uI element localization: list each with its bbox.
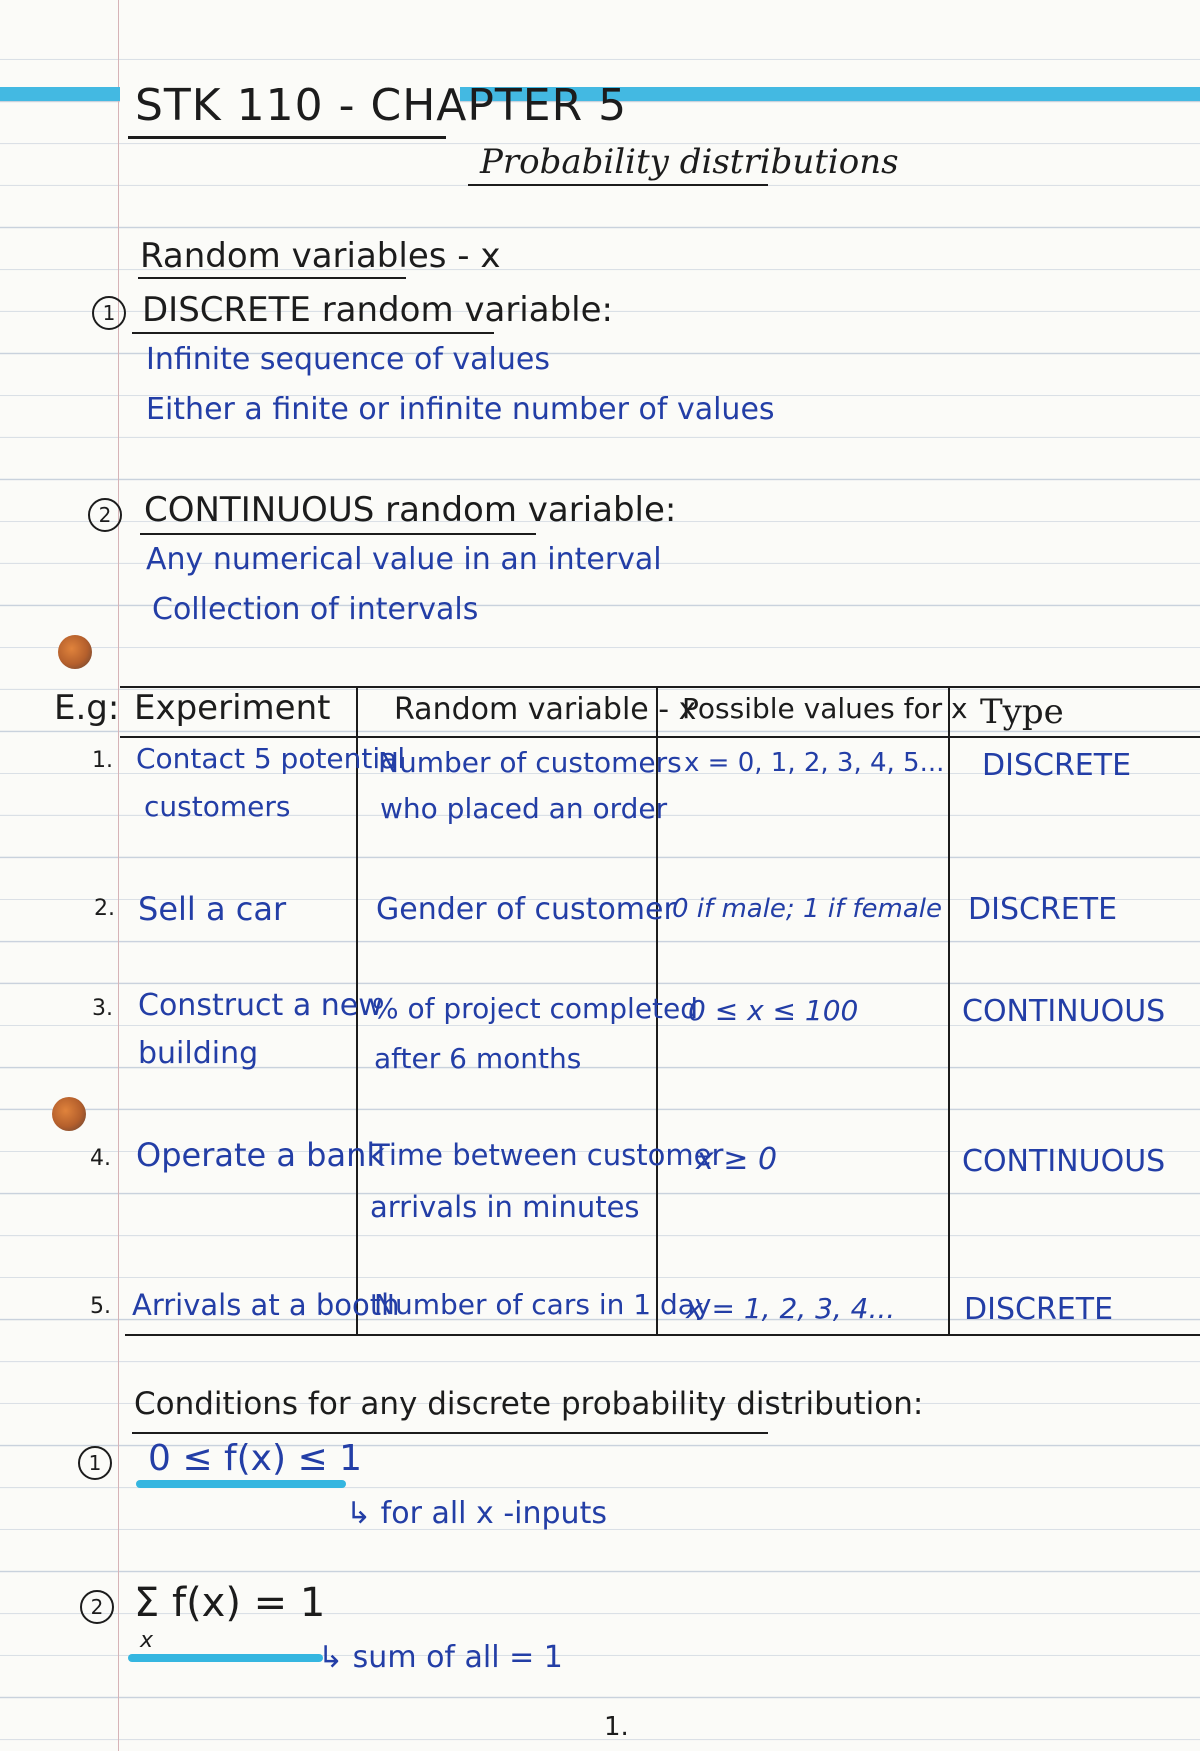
- condition-formula: Σ f(x) = 1: [134, 1580, 326, 1626]
- table-cell: Construct a new: [138, 988, 383, 1023]
- row-number: 2.: [94, 896, 115, 921]
- condition-number: 2: [80, 1590, 114, 1624]
- row-number: 4.: [90, 1146, 111, 1171]
- discrete-line-1: Infinite sequence of values: [146, 342, 550, 377]
- page-title: STK 110 - CHAPTER 5: [135, 80, 628, 131]
- table-cell: who placed an order: [380, 792, 668, 825]
- table-cell: DISCRETE: [968, 892, 1118, 927]
- table-header: Experiment: [134, 688, 331, 728]
- table-header: Type: [980, 692, 1064, 732]
- page-number: 1.: [604, 1712, 629, 1742]
- continuous-number: 2: [88, 498, 122, 532]
- highlight-mark: [136, 1480, 346, 1488]
- subtitle-underline: [468, 184, 768, 186]
- table-cell: CONTINUOUS: [962, 994, 1166, 1029]
- eg-label: E.g:: [54, 688, 120, 728]
- row-number: 1.: [92, 748, 113, 773]
- table-cell: after 6 months: [374, 1042, 582, 1075]
- table-col-divider: [948, 686, 950, 1334]
- table-cell: CONTINUOUS: [962, 1144, 1166, 1179]
- table-cell: building: [138, 1036, 259, 1071]
- condition-subscript: x: [140, 1628, 154, 1653]
- table-cell: arrivals in minutes: [370, 1190, 640, 1224]
- discrete-heading-underline: [132, 332, 494, 334]
- table-cell: Sell a car: [138, 890, 287, 928]
- margin-line: [118, 0, 119, 1751]
- condition-formula: 0 ≤ f(x) ≤ 1: [148, 1438, 362, 1479]
- conditions-underline: [132, 1432, 768, 1434]
- table-cell: Gender of customer: [376, 892, 676, 927]
- table-cell: 0 if male; 1 if female: [672, 894, 943, 924]
- table-header-line: [120, 736, 1200, 738]
- discrete-number: 1: [92, 296, 126, 330]
- condition-number: 1: [78, 1446, 112, 1480]
- continuous-heading-underline: [140, 533, 536, 535]
- discrete-heading: DISCRETE random variable:: [142, 290, 613, 330]
- conditions-heading: Conditions for any discrete probability distribution:: [134, 1386, 924, 1422]
- table-bottom-line: [125, 1334, 1200, 1336]
- page-subtitle: Probability distributions: [480, 142, 899, 182]
- table-cell: Time between customer: [372, 1138, 724, 1172]
- condition-note: ↳ for all x -inputs: [346, 1496, 607, 1531]
- continuous-heading: CONTINUOUS random variable:: [144, 490, 677, 530]
- row-number: 3.: [92, 996, 113, 1021]
- binder-hole-icon: [52, 1097, 86, 1131]
- table-cell: 0 ≤ x ≤ 100: [688, 994, 859, 1027]
- table-cell: Operate a bank: [136, 1136, 385, 1174]
- table-cell: x = 1, 2, 3, 4...: [686, 1292, 896, 1325]
- condition-note: ↳ sum of all = 1: [318, 1640, 563, 1675]
- table-header: Random variable - x: [394, 692, 697, 727]
- table-cell: x ≥ 0: [696, 1142, 778, 1177]
- row-number: 5.: [90, 1294, 111, 1319]
- title-underline: [128, 136, 446, 139]
- heading-underline: [138, 277, 406, 279]
- table-cell: Number of cars in 1 day: [374, 1288, 712, 1321]
- table-cell: Arrivals at a booth: [132, 1288, 400, 1322]
- table-cell: customers: [144, 790, 291, 823]
- table-cell: % of project completed: [372, 992, 699, 1025]
- continuous-line-2: Collection of intervals: [152, 592, 479, 627]
- continuous-line-1: Any numerical value in an interval: [146, 542, 662, 577]
- binder-hole-icon: [58, 635, 92, 669]
- random-variables-heading: Random variables - x: [140, 236, 501, 276]
- highlight-mark: [128, 1654, 323, 1662]
- table-cell: DISCRETE: [964, 1292, 1114, 1327]
- table-header: Possible values for x: [682, 692, 968, 725]
- table-cell: x = 0, 1, 2, 3, 4, 5...: [684, 748, 945, 778]
- table-cell: Contact 5 potential: [136, 742, 406, 775]
- table-cell: DISCRETE: [982, 748, 1132, 783]
- discrete-line-2: Either a finite or infinite number of values: [146, 392, 775, 427]
- table-cell: Number of customers: [378, 746, 682, 779]
